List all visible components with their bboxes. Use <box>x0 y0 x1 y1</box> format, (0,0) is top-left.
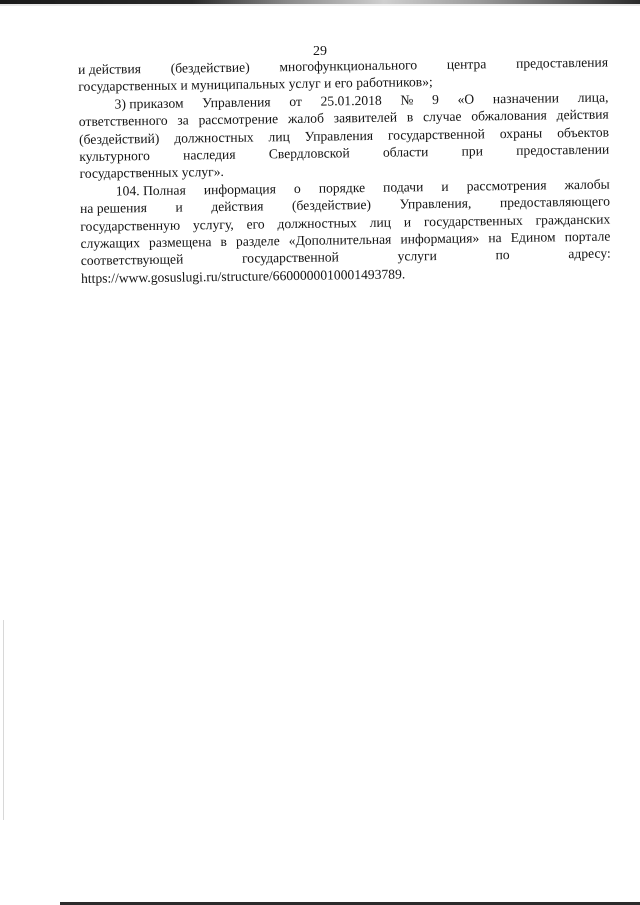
text-word: (бездействие) <box>170 59 250 76</box>
text-word: лиц <box>369 214 392 230</box>
text-word: портале <box>564 228 611 245</box>
text-word: охраны <box>499 125 543 141</box>
text-word: размещена <box>148 234 212 251</box>
text-word: предоставляющего <box>499 193 611 211</box>
text-word: служащих <box>80 235 141 252</box>
text-word: Управления <box>202 94 271 111</box>
text-word: предоставлении <box>516 141 610 158</box>
text-word: заявителей <box>333 109 398 126</box>
text-word: обжалования <box>471 107 547 124</box>
text-word: № <box>400 92 414 108</box>
text-word: гражданских <box>535 211 611 228</box>
text-word: государственной <box>387 125 485 143</box>
text-word: и действия <box>78 61 142 77</box>
text-word: (бездействие) <box>291 197 372 214</box>
text-word: Управления <box>304 127 374 144</box>
text-word: информация» <box>400 230 480 247</box>
text-word: подачи <box>383 179 424 195</box>
text-word: и <box>403 214 412 230</box>
text-word: лица, <box>577 89 609 105</box>
text-word: в <box>220 234 228 250</box>
text-word: его <box>246 216 265 232</box>
scan-edge-left <box>3 620 4 820</box>
text-word: культурного <box>79 148 150 165</box>
text-word: 25.01.2018 <box>320 92 382 109</box>
text-word: жалобы <box>564 176 610 193</box>
text-word: о <box>293 180 301 196</box>
text-word: лиц <box>268 128 290 144</box>
text-word: при <box>461 143 484 159</box>
text-word: рассмотрение <box>198 111 279 128</box>
text-word: государственных услуг». <box>79 164 224 182</box>
text-word: Свердловской <box>268 145 350 162</box>
page-number: 29 <box>313 44 327 59</box>
text-word: по <box>495 247 510 263</box>
text-word: https://www.gosuslugi.ru/structure/6600000010001493789. <box>80 266 406 286</box>
text-word: Управления, <box>399 195 472 212</box>
text-word: от <box>289 93 302 109</box>
text-word: и <box>175 199 183 215</box>
text-word: рассмотрения <box>466 177 547 194</box>
text-word: услуги <box>397 248 437 265</box>
text-word: 104. Полная <box>115 182 186 199</box>
text-word: многофункционального <box>279 57 418 75</box>
text-word: государственных и муниципальных услуг и его работников»; <box>78 74 433 95</box>
text-word: предоставления <box>515 54 609 71</box>
document-body <box>78 54 611 288</box>
text-word: наследия <box>183 146 236 163</box>
text-word: 3) приказом <box>114 95 184 112</box>
text-word: должностных <box>277 214 357 231</box>
text-word: в <box>406 109 414 125</box>
text-word: и <box>441 178 449 194</box>
text-word: Едином <box>510 229 556 246</box>
text-word: «Дополнительная <box>288 231 392 249</box>
text-word: ответственного <box>78 112 168 130</box>
text-word: соответствующей <box>80 252 184 269</box>
text-word: действия <box>556 106 609 123</box>
text-word: порядке <box>318 179 366 196</box>
text-word: действия <box>211 198 264 215</box>
text-word: адресу: <box>568 246 611 262</box>
text-word: жалоб <box>287 110 325 127</box>
text-word: за <box>177 112 189 128</box>
text-word: назначении <box>492 90 560 107</box>
text-word: на решения <box>79 200 148 217</box>
scan-edge-top-shadow <box>0 4 640 6</box>
text-word: 9 <box>431 91 439 107</box>
text-word: разделе <box>235 233 280 249</box>
text-word: «О <box>457 91 475 107</box>
text-word: должностных <box>174 129 254 146</box>
text-word: информация <box>203 181 276 198</box>
text-word: услугу, <box>192 216 234 233</box>
text-word: (бездействий) <box>78 130 160 147</box>
text-word: объектов <box>557 124 610 140</box>
text-word: области <box>382 144 429 160</box>
text-word: случае <box>422 108 462 125</box>
text-word: государственной <box>241 249 339 267</box>
text-word: государственную <box>80 217 181 234</box>
text-word: центра <box>446 56 487 72</box>
text-word: на <box>488 230 502 246</box>
text-word: государственных <box>423 212 523 229</box>
